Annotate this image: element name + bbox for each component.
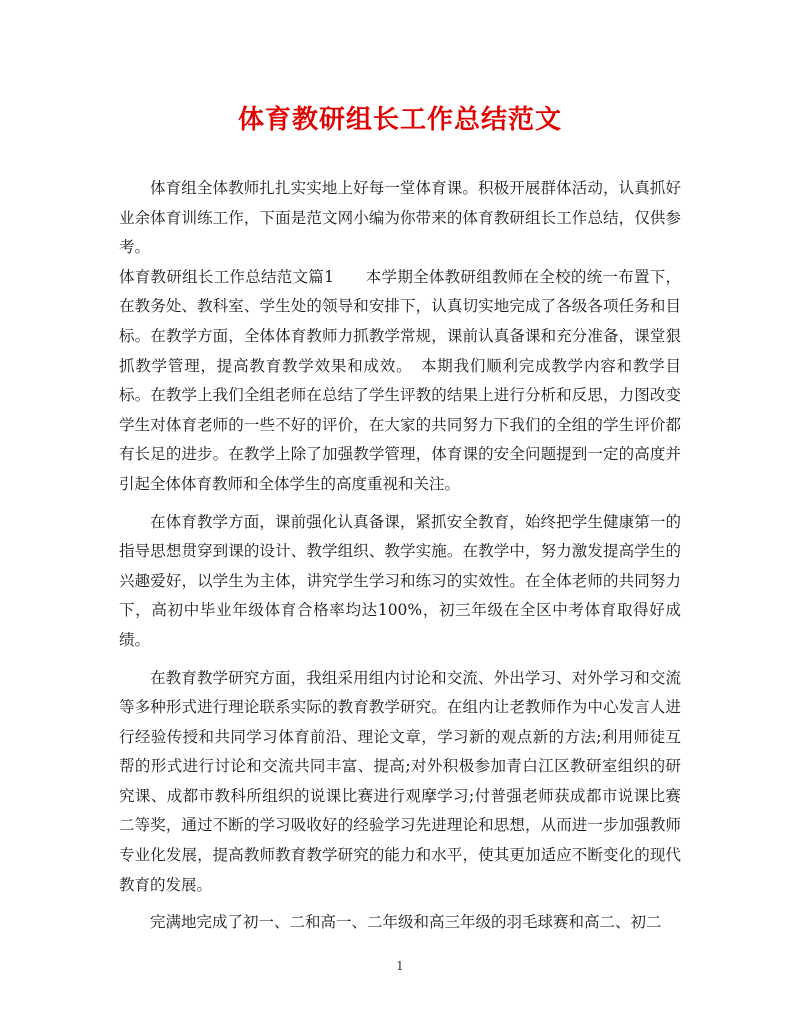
page-number: 1 <box>396 959 404 973</box>
document-title: 体育教研组长工作总结范文 <box>237 105 562 135</box>
document-body <box>119 174 681 938</box>
paragraph-section-1: 体育教研组长工作总结范文篇1 本学期全体教研组教师在全校的统一布置下，在教务处、教科室、学生处的领导和安排下，认真切实地完成了各级各项任务和目标。在教学方面，全体体育教师力抓教学常规，课前认真备课和充分准备，课堂狠抓教学管理，提高教育教学效果和成效。 本期我们顺利完成教学内容和教学目标。在教学上我们全组老师在总结了学生评教的结果上进行分析和反思，力图改变学生对体育老师的一些不好的评价，在大家的共同努力下我们的全组的学生评价都有长足的进步。在教学上除了加强教学管理，体育课的安全问题提到一定的高度并引起全体体育教师和全体学生的高度重视和关注。 <box>119 267 681 493</box>
paragraph-teaching: 在体育教学方面，课前强化认真备课，紧抓安全教育，始终把学生健康第一的指导思想贯穿到课的设计、教学组织、教学实施。在教学中，努力激发提高学生的兴趣爱好，以学生为主体，讲究学生学习和练习的实效性。在全体老师的共同努力下，高初中毕业年级体育合格率均达100%，初三年级在全区中考体育取得好成绩。 <box>119 512 681 649</box>
paragraph-research: 在教育教学研究方面，我组采用组内讨论和交流、外出学习、对外学习和交流等多种形式进行理论联系实际的教育教学研究。在组内让老教师作为中心发言人进行经验传授和共同学习体育前沿、理论文章，学习新的观点新的方法;利用师徒互帮的形式进行讨论和交流共同丰富、提高;对外积极参加青白江区教研室组织的研究课、成都市教科所组织的说课比赛进行观摩学习;付普强老师获成都市说课比赛二等奖，通过不断的学习吸收好的经验学习先进理论和思想，从而进一步加强教师专业化发展，提高教师教育教学研究的能力和水平，使其更加适应不断变化的现代教育的发展。 <box>119 668 681 894</box>
paragraph-competitions: 完满地完成了初一、二和高一、二年级和高三年级的羽毛球赛和高二、初二 <box>150 913 662 932</box>
paragraph-intro: 体育组全体教师扎扎实实地上好每一堂体育课。积极开展群体活动，认真抓好业余体育训练工作，下面是范文网小编为你带来的体育教研组长工作总结，仅供参考。 <box>119 179 681 257</box>
